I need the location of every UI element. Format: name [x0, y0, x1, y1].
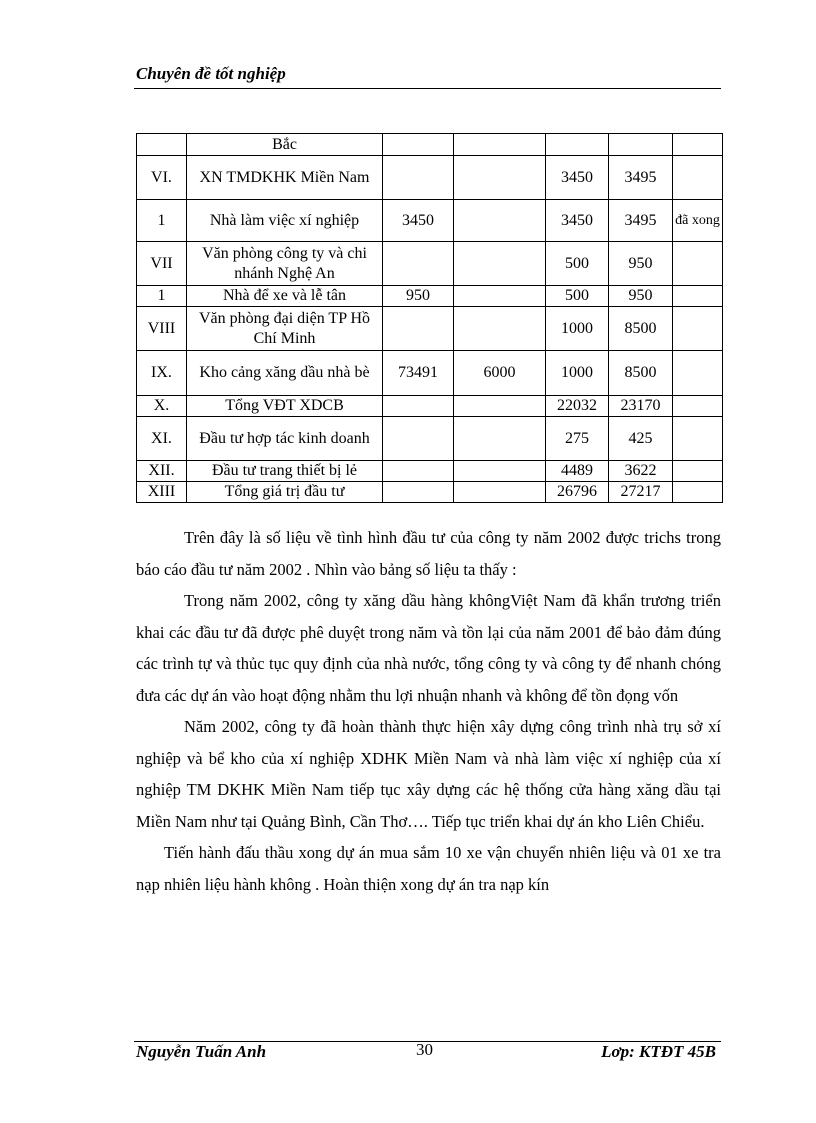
investment-table — [136, 133, 723, 503]
value-cell: 1000 — [546, 307, 609, 351]
value-cell — [454, 286, 546, 307]
item-name-cell: XN TMDKHK Miền Nam — [187, 156, 383, 200]
row-number-cell: XIII — [137, 482, 187, 503]
value-cell: 27217 — [609, 482, 673, 503]
value-cell — [546, 134, 609, 156]
value-cell — [383, 482, 454, 503]
item-name-cell: Kho cảng xăng dầu nhà bè — [187, 351, 383, 396]
value-cell — [454, 242, 546, 286]
value-cell — [383, 417, 454, 461]
value-cell: 73491 — [383, 351, 454, 396]
paragraph: Năm 2002, công ty đã hoàn thành thực hiện xây dựng công trình nhà trụ sở xí nghiệp và bể kho của xí nghiệp XDHK Miền Nam và nhà làm việc xí nghiệp của xí nghiệp TM DKHK Miền Nam tiếp tục xây dựng các hệ thống cửa hàng xăng dầu tại Miền Nam như tại Quảng Bình, Cần Thơ…. Tiếp tục triển khai dự án kho Liên Chiểu. — [136, 717, 721, 831]
value-cell: 26796 — [546, 482, 609, 503]
value-cell — [383, 461, 454, 482]
value-cell — [454, 482, 546, 503]
row-number-cell: X. — [137, 396, 187, 417]
header-divider — [134, 88, 721, 89]
row-number-cell: XI. — [137, 417, 187, 461]
row-number-cell: VII — [137, 242, 187, 286]
table-row — [137, 461, 723, 482]
value-cell: 6000 — [454, 351, 546, 396]
value-cell — [454, 307, 546, 351]
item-name-cell: Đầu tư hợp tác kinh doanh — [187, 417, 383, 461]
value-cell: 950 — [383, 286, 454, 307]
value-cell: 425 — [609, 417, 673, 461]
note-cell — [673, 134, 723, 156]
value-cell: 3450 — [383, 200, 454, 242]
paragraph: Trên đây là số liệu về tình hình đầu tư của công ty năm 2002 được trichs trong báo cáo đầu tư năm 2002 . Nhìn vào bảng số liệu ta thấy : — [136, 528, 721, 579]
item-name-cell: Văn phòng công ty và chi nhánh Nghệ An — [187, 242, 383, 286]
value-cell: 22032 — [546, 396, 609, 417]
note-cell — [673, 286, 723, 307]
item-name-cell: Đầu tư trang thiết bị lẻ — [187, 461, 383, 482]
value-cell — [454, 156, 546, 200]
footer-author: Nguyễn Tuấn Anh — [136, 1042, 267, 1061]
value-cell: 8500 — [609, 307, 673, 351]
value-cell — [454, 417, 546, 461]
table-row — [137, 307, 723, 351]
value-cell — [383, 307, 454, 351]
value-cell: 950 — [609, 286, 673, 307]
table-row — [137, 396, 723, 417]
value-cell: 3450 — [546, 156, 609, 200]
value-cell — [454, 200, 546, 242]
value-cell — [454, 396, 546, 417]
table-row — [137, 134, 723, 156]
footer-class: Lơp: KTĐT 45B — [601, 1042, 716, 1061]
value-cell: 1000 — [546, 351, 609, 396]
value-cell: 4489 — [546, 461, 609, 482]
value-cell — [454, 461, 546, 482]
paragraph: Trong năm 2002, công ty xăng dầu hàng khôngViệt Nam đã khẩn trương triển khai các đầu tư đã được phê duyệt trong năm và tồn lại của năm 2001 để bảo đảm đúng các trình tự và thủc tục quy định của nhà nước, tổng công ty và công ty để nhanh chóng đưa các dự án vào hoạt động nhằm thu lợi nhuận nhanh và không để tồn đọng vốn — [136, 591, 721, 705]
value-cell: 500 — [546, 286, 609, 307]
note-cell — [673, 242, 723, 286]
value-cell — [609, 134, 673, 156]
row-number-cell: XII. — [137, 461, 187, 482]
value-cell: 23170 — [609, 396, 673, 417]
value-cell — [383, 156, 454, 200]
paragraph: Tiến hành đấu thầu xong dự án mua sắm 10 xe vận chuyển nhiên liệu và 01 xe tra nạp nhiên liệu hành không . Hoàn thiện xong dự án tra nạp kín — [136, 843, 721, 894]
note-cell — [673, 482, 723, 503]
value-cell: 3495 — [609, 156, 673, 200]
value-cell — [383, 242, 454, 286]
row-number-cell: VI. — [137, 156, 187, 200]
value-cell: 3622 — [609, 461, 673, 482]
value-cell — [383, 396, 454, 417]
note-cell — [673, 307, 723, 351]
value-cell: 8500 — [609, 351, 673, 396]
note-cell: đã xong — [673, 200, 723, 242]
table-row — [137, 242, 723, 286]
note-cell — [673, 396, 723, 417]
item-name-cell: Tổng VĐT XDCB — [187, 396, 383, 417]
item-name-cell: Nhà để xe và lễ tân — [187, 286, 383, 307]
page-number: 30 — [416, 1040, 433, 1059]
value-cell: 500 — [546, 242, 609, 286]
value-cell: 3495 — [609, 200, 673, 242]
table-row — [137, 417, 723, 461]
page-header-title: Chuyên đề tốt nghiệp — [136, 64, 286, 83]
value-cell: 3450 — [546, 200, 609, 242]
row-number-cell: VIII — [137, 307, 187, 351]
body-text — [136, 522, 721, 900]
table-row — [137, 156, 723, 200]
table-row — [137, 482, 723, 503]
note-cell — [673, 417, 723, 461]
note-cell — [673, 351, 723, 396]
value-cell — [454, 134, 546, 156]
table-row — [137, 286, 723, 307]
note-cell — [673, 156, 723, 200]
item-name-cell: Nhà làm việc xí nghiệp — [187, 200, 383, 242]
item-name-cell: Tổng giá trị đầu tư — [187, 482, 383, 503]
value-cell: 950 — [609, 242, 673, 286]
table-row — [137, 351, 723, 396]
table-row — [137, 200, 723, 242]
value-cell: 275 — [546, 417, 609, 461]
row-number-cell: 1 — [137, 286, 187, 307]
row-number-cell: IX. — [137, 351, 187, 396]
item-name-cell: Bắc — [187, 134, 383, 156]
row-number-cell: 1 — [137, 200, 187, 242]
value-cell — [383, 134, 454, 156]
item-name-cell: Văn phòng đại diện TP Hồ Chí Minh — [187, 307, 383, 351]
row-number-cell — [137, 134, 187, 156]
note-cell — [673, 461, 723, 482]
